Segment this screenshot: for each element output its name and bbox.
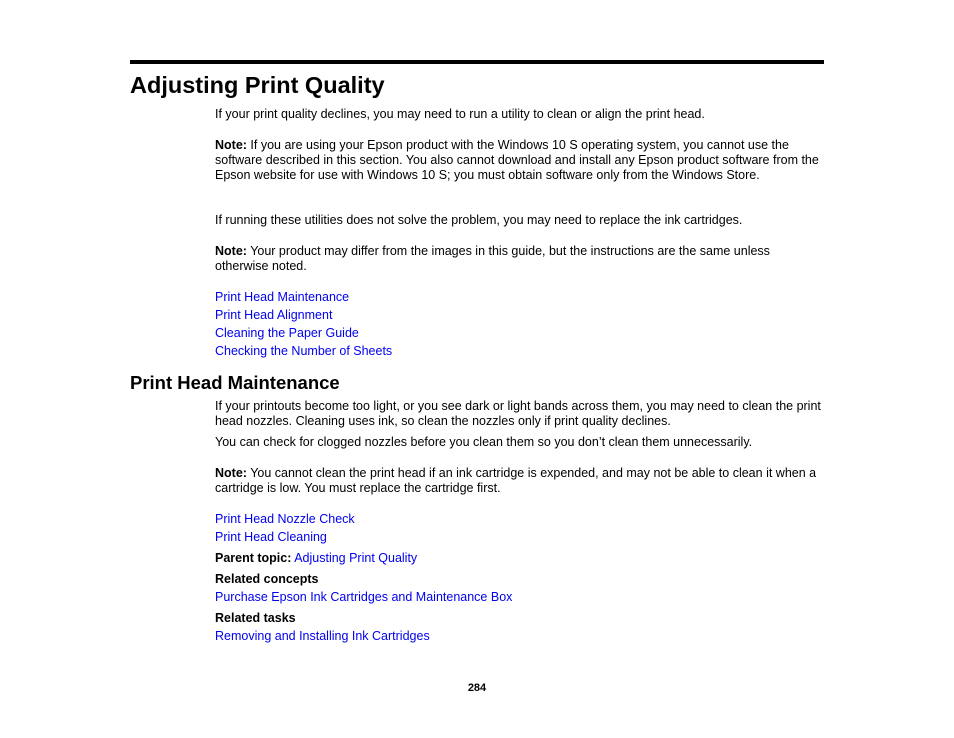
link-print-head-alignment[interactable]: Print Head Alignment: [215, 308, 333, 322]
note-cartridge-expended: [215, 466, 825, 496]
note-text: You cannot clean the print head if an ink cartridge is expended, and may not be able to clean it when a cartridge is low. You must replace the cartridge first.: [215, 466, 817, 495]
link-purchase-ink-cartridges[interactable]: Purchase Epson Ink Cartridges and Maintenance Box: [215, 590, 513, 604]
page-title: Adjusting Print Quality: [130, 72, 385, 98]
note-label: Note:: [215, 466, 247, 480]
link-checking-number-of-sheets[interactable]: Checking the Number of Sheets: [215, 344, 393, 358]
parent-topic: [215, 551, 825, 566]
link-print-head-maintenance[interactable]: Print Head Maintenance: [215, 290, 350, 304]
note-label: Note:: [215, 244, 247, 258]
link-parent-topic[interactable]: Adjusting Print Quality: [294, 551, 418, 565]
section-paragraph-nozzle-check: You can check for clogged nozzles before you clean them so you don’t clean them unnecessarily.: [215, 435, 753, 449]
link-removing-installing-cartridges[interactable]: Removing and Installing Ink Cartridges: [215, 629, 430, 643]
note-images-differ: [215, 244, 825, 274]
intro-paragraph: If your print quality declines, you may need to run a utility to clean or align the print head.: [215, 107, 705, 121]
note-label: Note:: [215, 138, 247, 152]
link-print-head-cleaning[interactable]: Print Head Cleaning: [215, 530, 327, 544]
section-paragraph-bands: If your printouts become too light, or you see dark or light bands across them, you may need to clean the print head nozzles. Cleaning uses ink, so clean the nozzles only if print quality declines.: [215, 399, 821, 428]
page-number: 284: [467, 682, 487, 694]
section-heading: Print Head Maintenance: [130, 372, 340, 393]
related-concepts-label: Related concepts: [215, 572, 319, 586]
note-text: If you are using your Epson product with the Windows 10 S operating system, you cannot use the software described in this section. You also cannot download and install any Epson product software from the Epson website for use with Windows 10 S; you must obtain software only from the Windows Store.: [215, 138, 819, 182]
note-text: Your product may differ from the images in this guide, but the instructions are the same unless otherwise noted.: [215, 244, 770, 273]
note-windows-10s: [215, 138, 825, 183]
link-print-head-nozzle-check[interactable]: Print Head Nozzle Check: [215, 512, 355, 526]
link-cleaning-paper-guide[interactable]: Cleaning the Paper Guide: [215, 326, 359, 340]
title-rule: [130, 60, 824, 64]
replace-cartridges-paragraph: If running these utilities does not solve the problem, you may need to replace the ink cartridges.: [215, 213, 743, 227]
related-tasks-label: Related tasks: [215, 611, 296, 625]
parent-topic-label: Parent topic:: [215, 551, 292, 565]
